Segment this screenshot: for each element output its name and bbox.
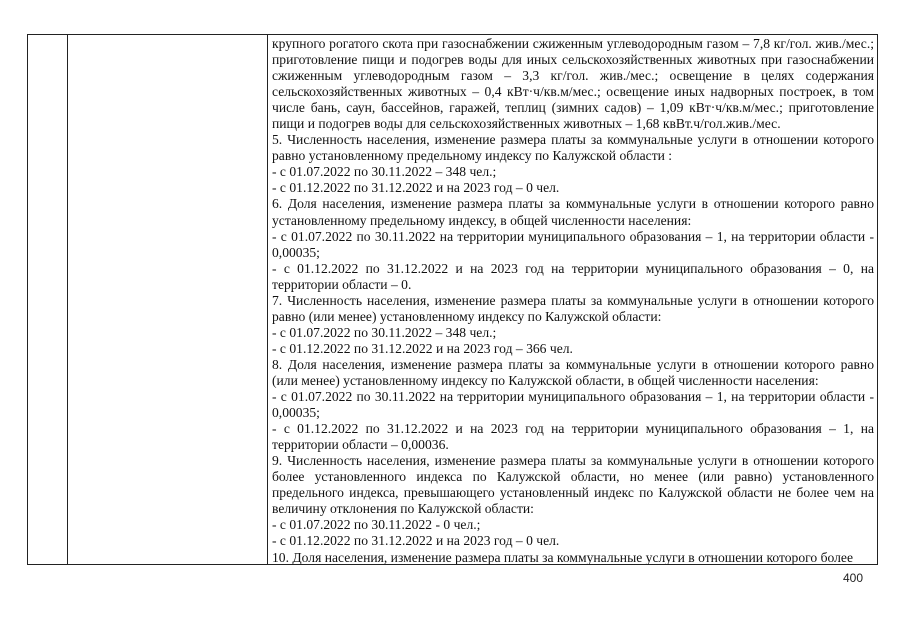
text-paragraph: - с 01.07.2022 по 30.11.2022 на территории муниципального образования – 1, на территории области - 0,00035; [272,389,874,421]
text-paragraph: - с 01.12.2022 по 31.12.2022 и на 2023 год – 0 чел. [272,180,560,196]
table-column-indicator [67,35,268,564]
table-column-text [268,35,877,564]
text-paragraph: 10. Доля населения, изменение размера платы за коммунальные услуги в отношении которого более [272,549,853,564]
text-paragraph: 5. Численность населения, изменение размера платы за коммунальные услуги в отношении которого равно установленному предельному индексу по Калужской области : [272,132,874,164]
text-paragraph: крупного рогатого скота при газоснабжении сжиженным углеводородным газом – 7,8 кг/гол. жив./мес.; приготовление пищи и подогрев воды для иных сельскохозяйственных животных при газоснабжении сжиженным углеводородным газом – 3,3 кг/гол. жив./мес.; освещение в целях содержания сельскохозяйственных животных – 0,4 кВт·ч/кв.м/мес.; освещение иных надворных построек, в том числе бань, саун, бассейнов, гаражей, теплиц (зимних садов) – 1,09 кВт·ч/кв.м/мес.; приготовление пищи и подогрев воды для сельскохозяйственных животных – 1,68 квВт.ч/гол.жив./мес. [272,36,874,132]
text-paragraph: 6. Доля населения, изменение размера платы за коммунальные услуги в отношении которого равно установленному предельному индексу, в общей численности населения: [272,196,874,228]
text-paragraph: - с 01.12.2022 по 31.12.2022 и на 2023 год на территории муниципального образования – 0, на территории области – 0. [272,260,874,292]
text-paragraph: - с 01.07.2022 по 30.11.2022 – 348 чел.; [272,324,497,340]
table-column-number [28,35,68,564]
text-paragraph: - с 01.07.2022 по 30.11.2022 - 0 чел.; [272,517,481,533]
text-paragraph: 8. Доля населения, изменение размера платы за коммунальные услуги в отношении которого равно (или менее) установленному индексу по Калужской области, в общей численности населения: [272,356,874,388]
text-paragraph: - с 01.12.2022 по 31.12.2022 и на 2023 год на территории муниципального образования – 1, на территории области – 0,00036. [272,421,874,453]
text-paragraph: - с 01.12.2022 по 31.12.2022 и на 2023 год – 0 чел. [272,533,560,549]
page-number: 400 [843,571,864,585]
text-paragraph: - с 01.07.2022 по 30.11.2022 на территории муниципального образования – 1, на территории области - 0,00035; [272,228,874,260]
text-paragraph: 9. Численность населения, изменение размера платы за коммунальные услуги в отношении которого более установленного индекса по Калужской области, но менее (или равно) установленного предельного индекса, превышающего установленный индекс по Калужской области не более чем на величину отклонения по Калужской области: [272,453,874,517]
text-paragraph: - с 01.12.2022 по 31.12.2022 и на 2023 год – 366 чел. [272,340,573,356]
text-paragraph: - с 01.07.2022 по 30.11.2022 – 348 чел.; [272,164,497,180]
text-paragraph: 7. Численность населения, изменение размера платы за коммунальные услуги в отношении которого равно (или менее) установленному индексу по Калужской области: [272,292,874,324]
document-table [27,34,878,565]
